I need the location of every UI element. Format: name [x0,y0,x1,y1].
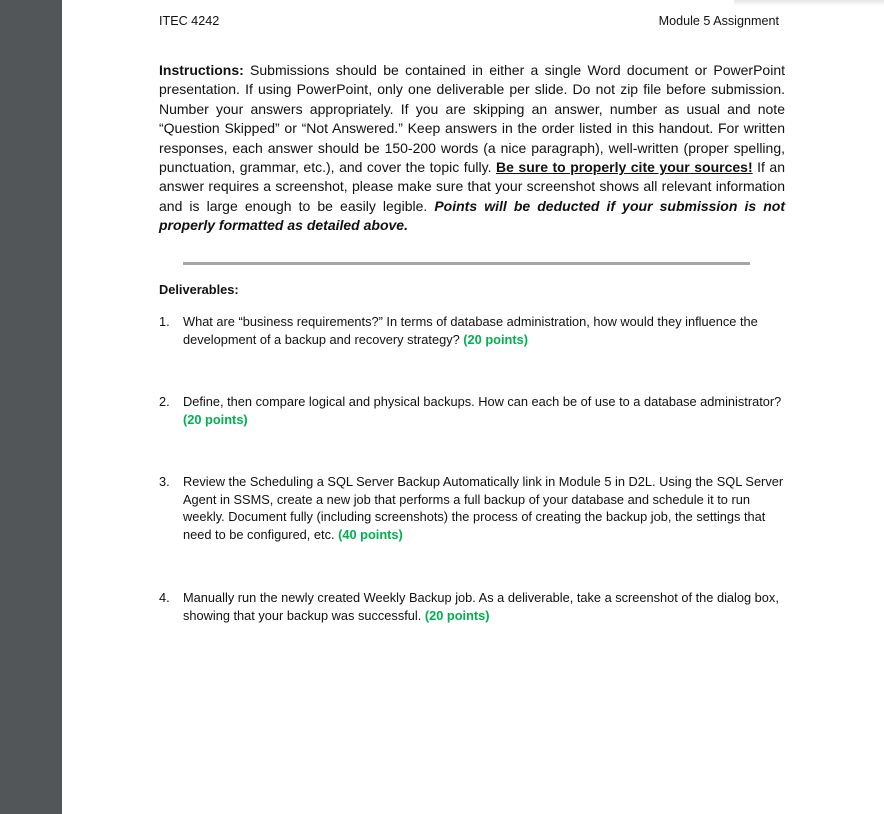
deliverable-item [159,393,789,428]
deliverable-item [159,589,789,624]
deliverables-heading: Deliverables: [159,282,239,297]
instructions-text-1: Submissions should be contained in either a single Word document or PowerPoint presentation. If using PowerPoint, only one deliverable per slide. Do not zip file before submission. Number your answers appropriately. If you are skipping an answer, number as usual and note “Question Skipped” or “Not Answered.” Keep answers in the order listed in this handout. For written responses, each answer should be 150-200 words (a nice paragraph), well-written (proper spelling, punctuation, grammar, etc.), and cover the topic fully. [159,62,785,176]
item-points: (20 points) [183,411,248,427]
deduction-note: Points will be deducted if your submission is not properly formatted as detailed above. [159,197,785,234]
item-points: (20 points) [463,331,528,347]
instructions-text-2: If an answer requires a screenshot, please make sure that your screenshot shows all relevant information and is large enough to be easily legible. [159,159,786,214]
item-text: What are “business requirements?” In terms of database administration, how would they influence the development of a backup and recovery strategy? [183,314,758,347]
item-number: 2. [159,394,170,409]
item-number: 1. [159,314,170,329]
section-divider [183,262,750,265]
assignment-title: Module 5 Assignment [658,14,779,28]
item-number: 3. [159,474,170,489]
cite-sources-note: Be sure to properly cite your sources! [496,159,753,176]
document-page [62,0,884,814]
item-number: 4. [159,590,170,605]
deliverable-item [159,473,789,543]
instructions-paragraph [159,61,785,236]
item-points: (20 points) [424,607,490,623]
item-text: Review the Scheduling a SQL Server Backup Automatically link in Module 5 in D2L. Using the SQL Server Agent in SSMS, create a new job that performs a full backup of your database and schedule it to run weekly. Document fully (including screenshots) the process of creating the backup job, the settings that need to be configured, etc. [183,474,784,542]
item-text: Manually run the newly created Weekly Backup job. As a deliverable, take a screenshot of the dialog box, showing that your backup was successful. [183,590,779,623]
viewer-background [0,0,62,814]
course-code: ITEC 4242 [159,14,220,28]
page-edge [734,0,884,6]
deliverable-item [159,313,789,348]
instructions-label: Instructions: [159,62,244,78]
item-text: Define, then compare logical and physical backups. How can each be of use to a database administrator? [183,394,782,409]
item-points: (40 points) [338,526,403,542]
